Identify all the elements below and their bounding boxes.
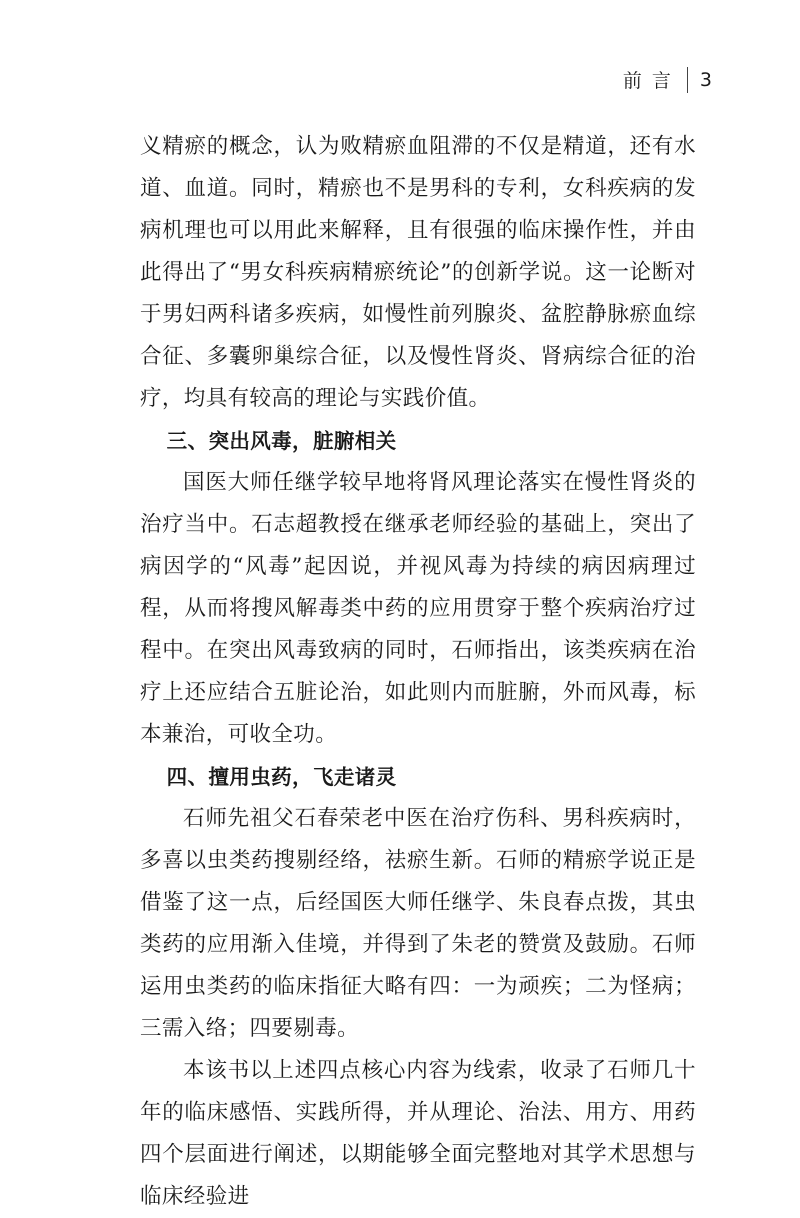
header-divider bbox=[687, 67, 688, 93]
body-text bbox=[140, 126, 696, 1218]
paragraph: 石师先祖父石春荣老中医在治疗伤科、男科疾病时，多喜以虫类药搜剔经络，祛瘀生新。石师的精瘀学说正是借鉴了这一点，后经国医大师任继学、朱良春点拨，其虫类药的应用渐入佳境，并得到了朱老的赞赏及鼓励。石师运用虫类药的临床指征大略有四：一为顽疾；二为怪病；三需入络；四要剔毒。 bbox=[140, 806, 696, 1041]
chapter-title: 前言 bbox=[622, 70, 681, 92]
section-heading-3: 三、突出风毒，脏腑相关 bbox=[166, 429, 397, 453]
paragraph: 国医大师任继学较早地将肾风理论落实在慢性肾炎的治疗当中。石志超教授在继承老师经验的基础上，突出了病因学的“风毒”起因说，并视风毒为持续的病因病理过程，从而将搜风解毒类中药的应用贯穿于整个疾病治疗过程中。在突出风毒致病的同时，石师指出，该类疾病在治疗上还应结合五脏论治，如此则内而脏腑，外而风毒，标本兼治，可收全功。 bbox=[140, 470, 696, 747]
running-header bbox=[623, 66, 712, 93]
page-number: 3 bbox=[699, 68, 712, 91]
paragraph-continued: 义精瘀的概念，认为败精瘀血阻滞的不仅是精道，还有水道、血道。同时，精瘀也不是男科的专利，女科疾病的发病机理也可以用此来解释，且有很强的临床操作性，并由此得出了“男女科疾病精瘀统论”的创新学说。这一论断对于男妇两科诸多疾病，如慢性前列腺炎、盆腔静脉瘀血综合征、多囊卵巢综合征，以及慢性肾炎、肾病综合征的治疗，均具有较高的理论与实践价值。 bbox=[140, 134, 696, 411]
paragraph: 本该书以上述四点核心内容为线索，收录了石师几十年的临床感悟、实践所得，并从理论、治法、用方、用药四个层面进行阐述，以期能够全面完整地对其学术思想与临床经验进 bbox=[140, 1058, 696, 1209]
section-heading-4: 四、擅用虫药，飞走诸灵 bbox=[166, 765, 397, 789]
